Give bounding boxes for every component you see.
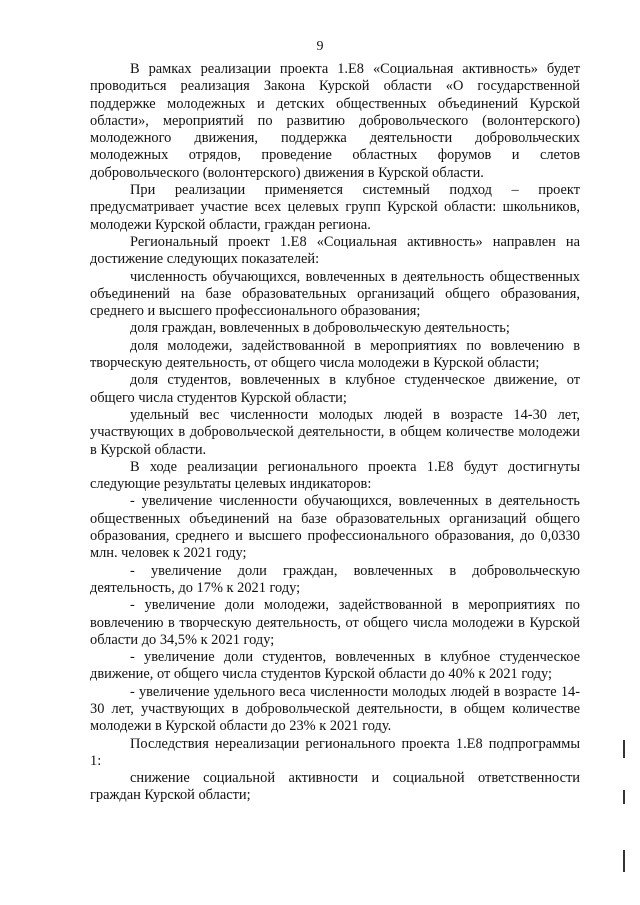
paragraph: В ходе реализации регионального проекта 1.Е8 будут достигнуты следующие результаты целевых индикаторов:: [90, 458, 580, 493]
paragraph: Региональный проект 1.Е8 «Социальная активность» направлен на достижение следующих показателей:: [90, 233, 580, 268]
page-number: 9: [316, 39, 324, 54]
body-text: [90, 61, 580, 805]
paragraph: удельный вес численности молодых людей в возрасте 14-30 лет, участвующих в добровольческой деятельности, в общем количестве молодежи в Курской области.: [90, 406, 580, 458]
paragraph: При реализации применяется системный подход – проект предусматривает участие всех целевых групп Курской области: школьников, молодежи Курской области, граждан региона.: [90, 182, 580, 233]
list-item: - увеличение доли молодежи, задействованной в мероприятиях по вовлечению в творческую деятельность, от общего числа молодежи в Курской области до 34,5% к 2021 году;: [90, 597, 580, 648]
paragraph: снижение социальной активности и социальной ответственности граждан Курской области;: [90, 770, 580, 804]
paragraph: численность обучающихся, вовлеченных в деятельность общественных объединений на базе образовательных организаций общего образования, среднего и высшего профессионального образования;: [90, 268, 580, 320]
scan-edge-mark: [623, 740, 625, 758]
paragraph: доля молодежи, задействованной в мероприятиях по вовлечению в творческую деятельность, от общего числа молодежи в Курской области;: [90, 337, 580, 372]
list-item: - увеличение удельного веса численности молодых людей в возрасте 14-30 лет, участвующих в добровольческой деятельности, в общем количестве молодежи в Курской области до 23% к 2021 году.: [90, 683, 580, 735]
scan-edge-mark: [623, 790, 625, 804]
paragraph: доля студентов, вовлеченных в клубное студенческое движение, от общего числа студентов Курской области;: [90, 372, 580, 406]
paragraph: Последствия нереализации регионального проекта 1.Е8 подпрограммы 1:: [90, 735, 580, 769]
paragraph: доля граждан, вовлеченных в добровольческую деятельность;: [130, 320, 510, 337]
list-item: - увеличение численности обучающихся, вовлеченных в деятельность общественных объединений на базе образовательных организаций общего образования, среднего и высшего профессионального образования, до 0,0330 млн. человек к 2021 году;: [90, 493, 580, 562]
paragraph: В рамках реализации проекта 1.Е8 «Социальная активность» будет проводиться реализация Закона Курской области «О государственной поддержке молодежных и детских общественных объединений Курской области», мероприятий по развитию добровольческого (волонтерского) молодежного движения, поддержка деятельности добровольческих молодежных отрядов, проведение областных форумов и слетов добровольческого (волонтерского) движения в Курской области.: [90, 61, 580, 181]
list-item: - увеличение доли граждан, вовлеченных в добровольческую деятельность, до 17% к 2021 году;: [90, 562, 580, 596]
scan-edge-mark: [623, 850, 625, 872]
list-item: - увеличение доли студентов, вовлеченных в клубное студенческое движение, от общего числа студентов Курской области до 40% к 2021 году;: [90, 649, 580, 683]
